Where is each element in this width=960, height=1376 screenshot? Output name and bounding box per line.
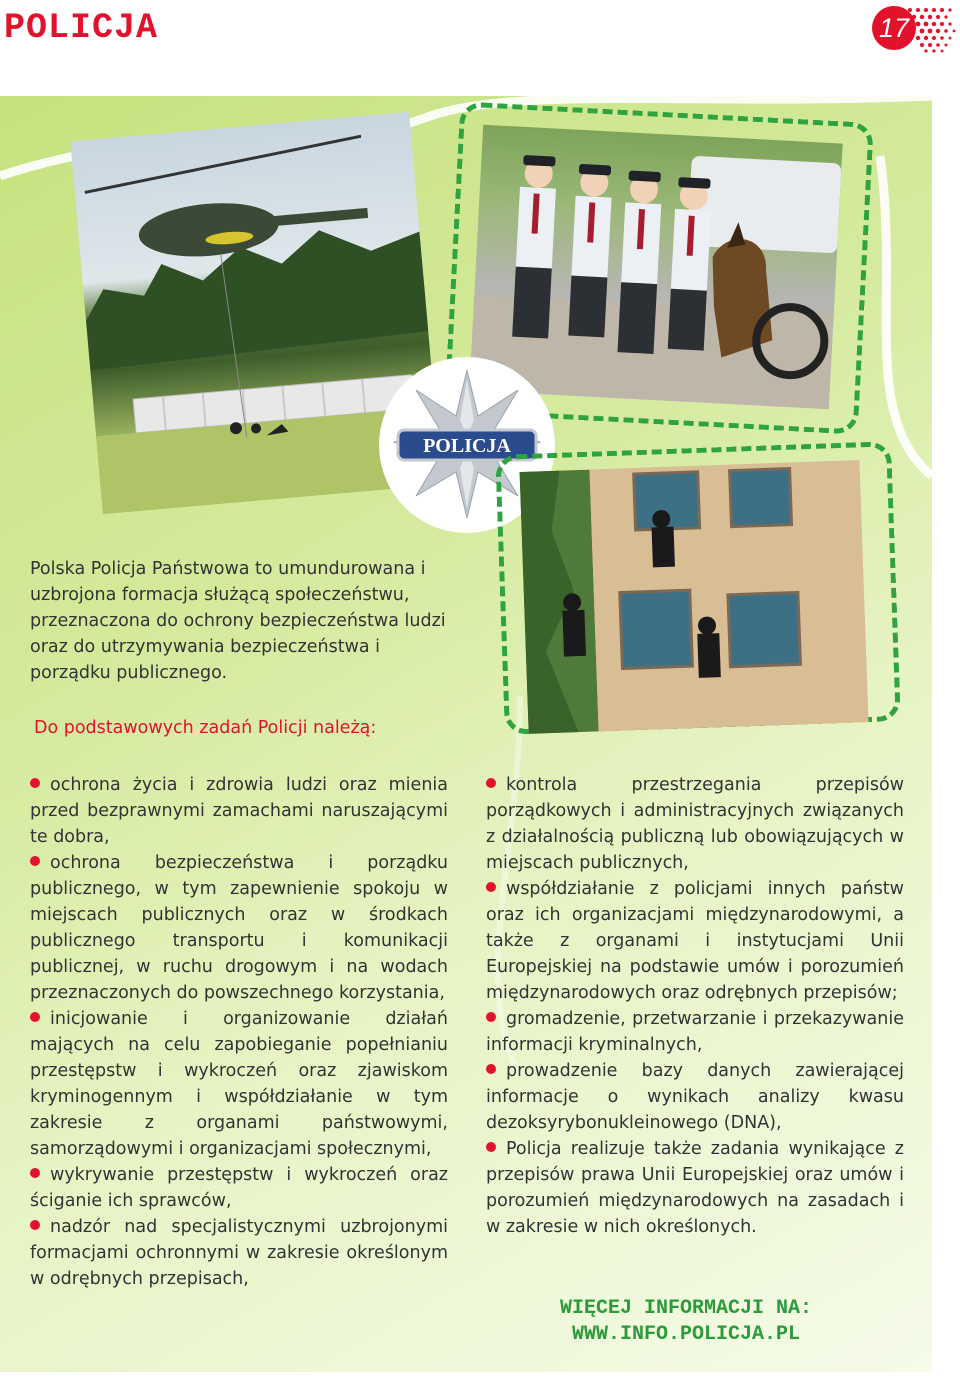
bullet-icon bbox=[30, 1168, 40, 1178]
page-number-badge: 17 bbox=[872, 6, 916, 50]
tasks-list-left bbox=[30, 772, 448, 1292]
list-item: wykrywanie przestępstw i wykroczeń oraz ściganie ich sprawców, bbox=[30, 1165, 448, 1211]
list-item: gromadzenie, przetwarzanie i przekazywanie informacji kryminalnych, bbox=[486, 1009, 904, 1055]
intro-paragraph: Polska Policja Państwowa to umundurowana i uzbrojona formacja służącą społeczeństwu, przeznaczona do ochrony bezpieczeństwa ludzi oraz do utrzymywania bezpieczeństwa i porządku publicznego. bbox=[30, 559, 446, 683]
bullet-icon bbox=[486, 1064, 496, 1074]
page-title: POLICJA bbox=[4, 8, 159, 48]
logo-text: POLICJA bbox=[423, 435, 511, 457]
more-info-label: WIĘCEJ INFORMACJI NA: bbox=[559, 1297, 813, 1320]
list-item: ochrona bezpieczeństwa i porządku publicznego, w tym zapewnienie spokoju w miejscach publicznych oraz w środkach publicznego transportu i komunikacji publicznej, w ruchu drogowym i na wodach przeznaczonych do powszechnego korzystania, bbox=[30, 853, 448, 1003]
bullet-icon bbox=[30, 778, 40, 788]
bullet-icon bbox=[30, 856, 40, 866]
bullet-icon bbox=[30, 1012, 40, 1022]
list-item: współdziałanie z policjami innych państw oraz ich organizacjami międzynarodowymi, a także z organami i instytucjami Unii Europejskiej na podstawie umów i porozumień międzynarodowych oraz odrębnych przepisów; bbox=[486, 879, 904, 1003]
list-item: ochrona życia i zdrowia ludzi oraz mienia przed bezprawnymi zamachami naruszającymi te dobra, bbox=[30, 775, 448, 847]
bullet-icon bbox=[486, 882, 496, 892]
climbing-officers-photo bbox=[520, 460, 869, 734]
bullet-icon bbox=[486, 1012, 496, 1022]
more-info-link[interactable]: WWW.INFO.POLICJA.PL bbox=[571, 1323, 801, 1346]
list-item: Policja realizuje także zadania wynikające z przepisów prawa Unii Europejskiej oraz umów i porozumień międzynarodowych na zasadach i w zakresie w nich określonych. bbox=[486, 1139, 904, 1237]
list-item: inicjowanie i organizowanie działań mających na celu zapobieganie popełnianiu przestępstw i wykroczeń oraz zjawiskom kryminogennym i współdziałanie w tym zakresie z organami państwowymi, samorządowymi i organizacjami społecznymi, bbox=[30, 1009, 448, 1159]
tasks-heading: Do podstawowych zadań Policji należą: bbox=[34, 718, 377, 738]
list-item: kontrola przestrzegania przepisów porządkowych i administracyjnych związanych z działalnością publiczną lub obowiązujących w miejscach publicznych, bbox=[486, 775, 904, 873]
bullet-icon bbox=[486, 778, 496, 788]
more-info bbox=[486, 1296, 886, 1348]
tasks-list-right bbox=[486, 772, 904, 1240]
list-item: nadzór nad specjalistycznymi uzbrojonymi formacjami ochronnymi w zakresie określonym w odrębnych przepisach, bbox=[30, 1217, 448, 1289]
bullet-icon bbox=[486, 1142, 496, 1152]
list-item: prowadzenie bazy danych zawierającej informacje o wynikach analizy kwasu dezoksyrybonukleinowego (DNA), bbox=[486, 1061, 904, 1133]
bullet-icon bbox=[30, 1220, 40, 1230]
